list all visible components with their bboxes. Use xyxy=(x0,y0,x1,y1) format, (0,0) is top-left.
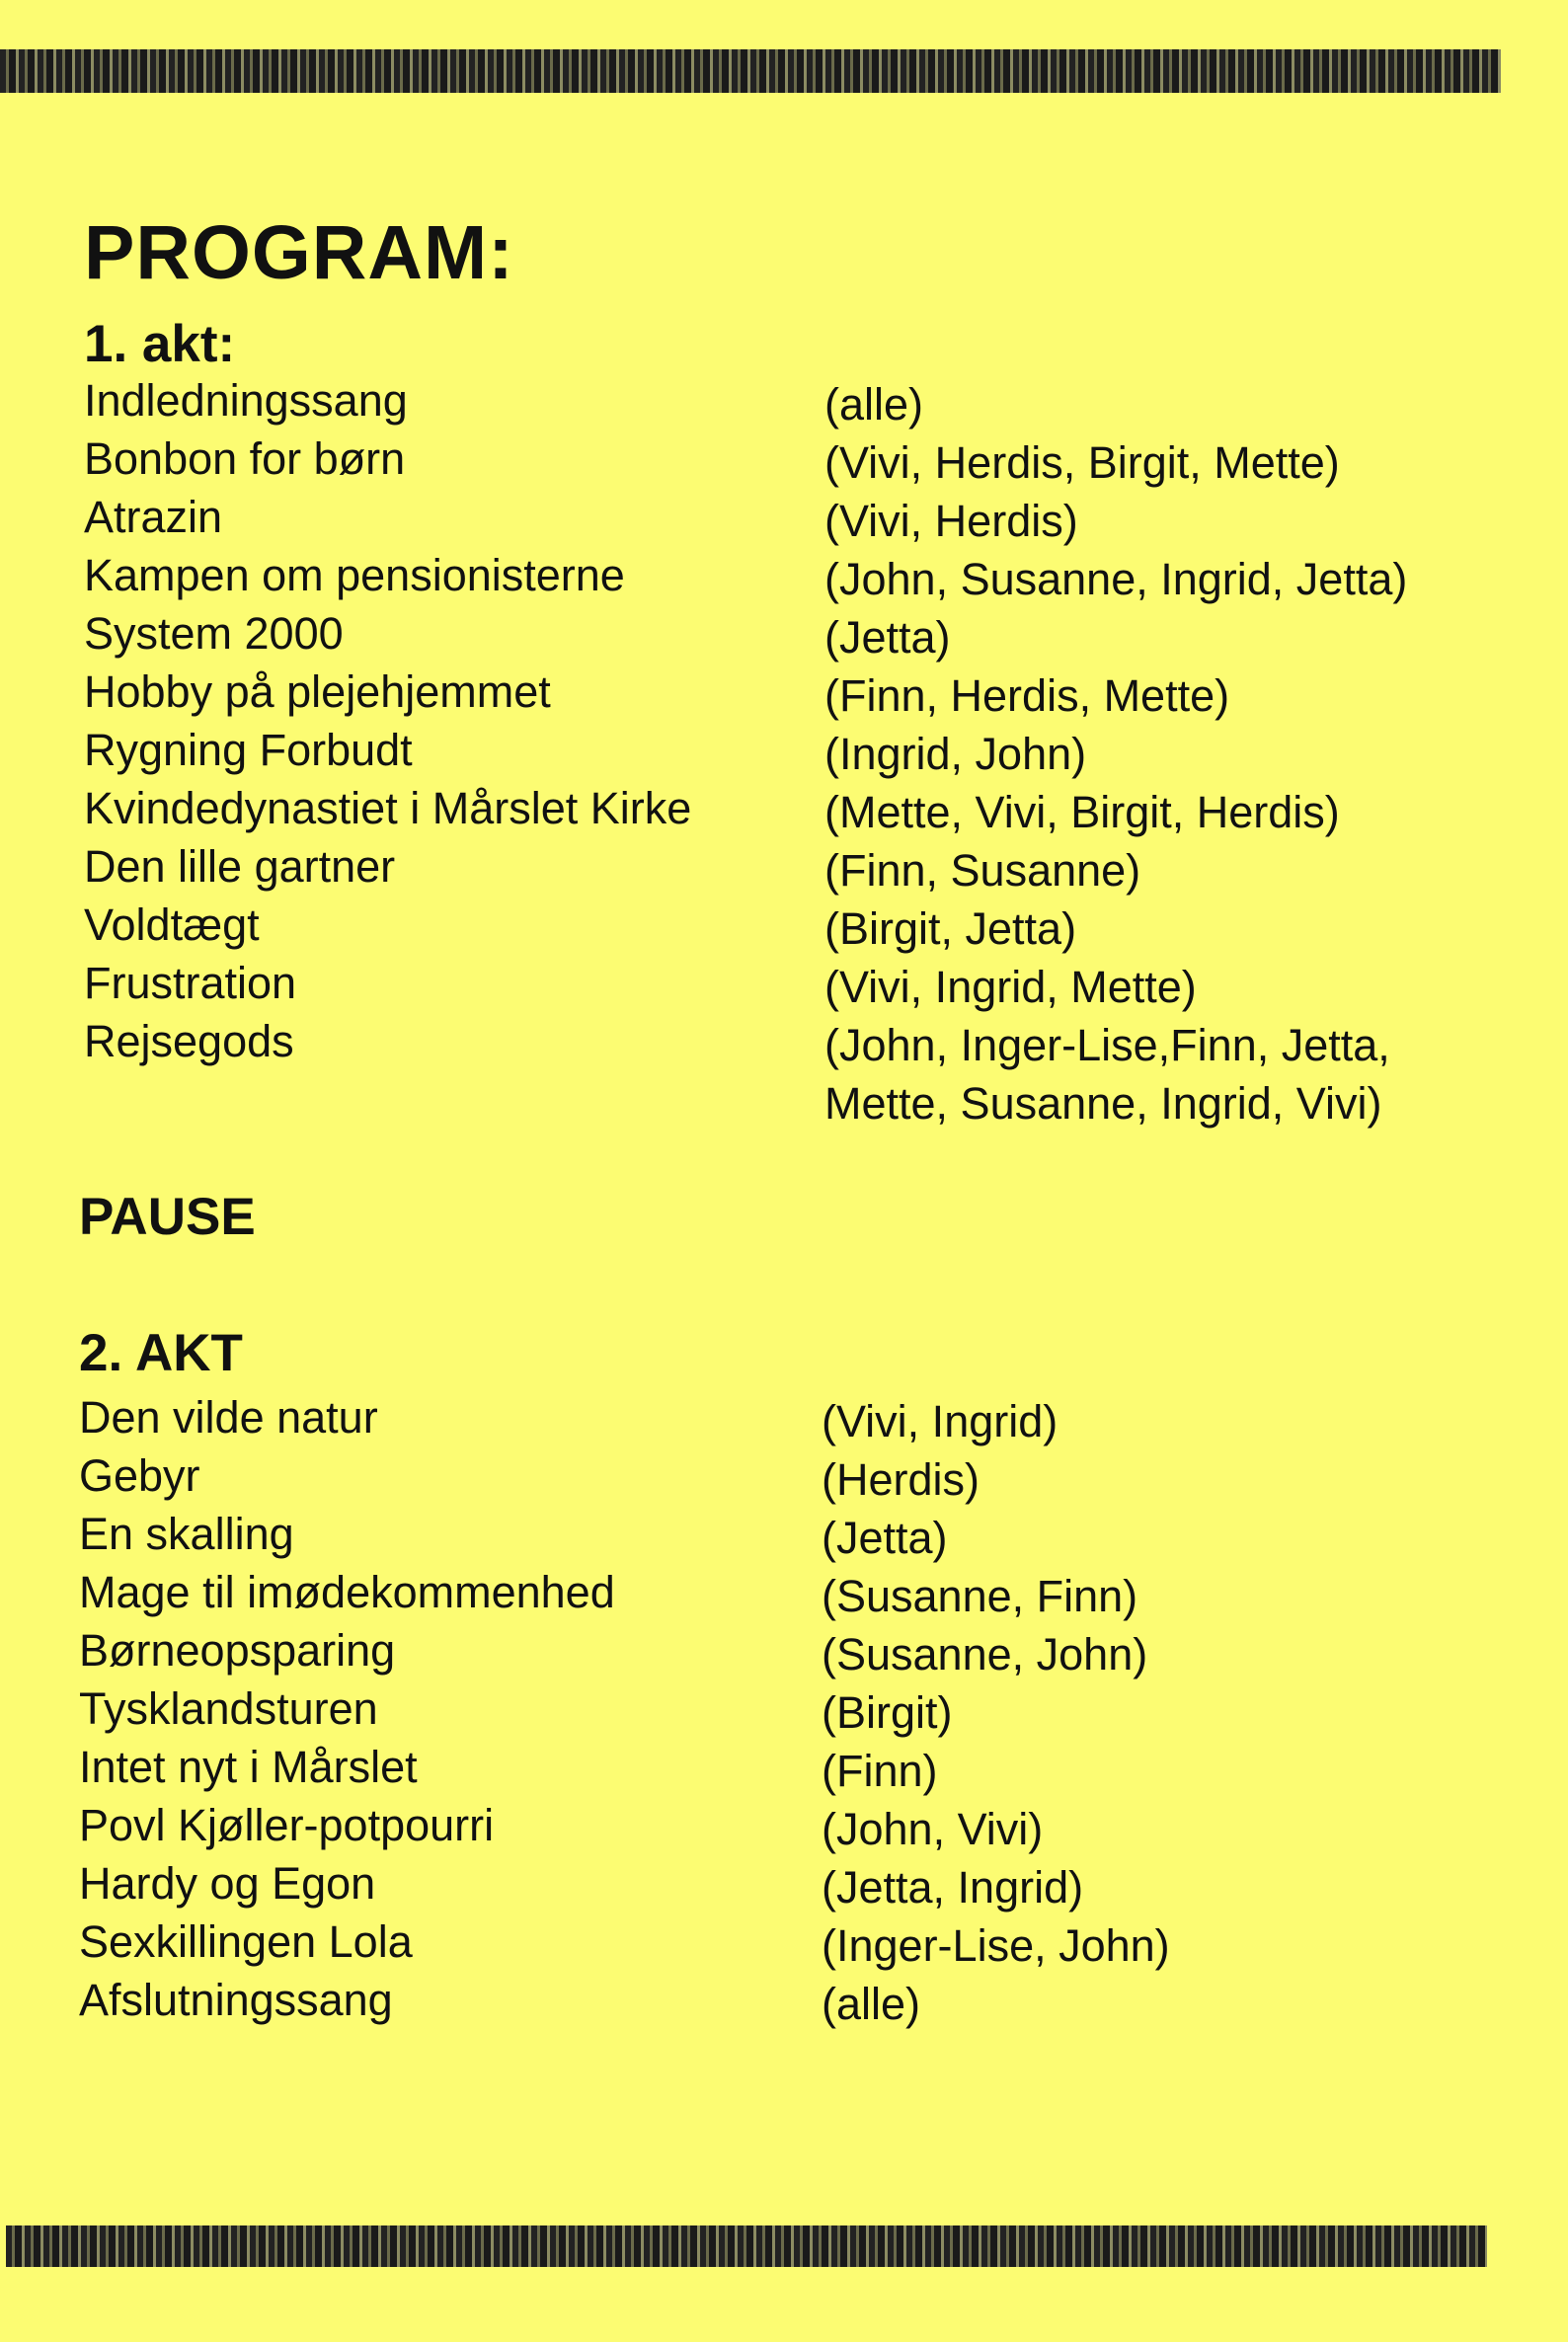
piece-title: Den lille gartner xyxy=(84,841,396,892)
piece-title: Voldtægt xyxy=(84,899,260,950)
list-item xyxy=(0,725,1568,783)
list-item xyxy=(0,608,1568,666)
list-item xyxy=(0,1800,1568,1858)
cast-list: (Vivi, Herdis, Birgit, Mette) xyxy=(824,437,1340,488)
cast-list: (Finn) xyxy=(822,1746,938,1796)
list-item xyxy=(0,1683,1568,1742)
piece-title: Intet nyt i Mårslet xyxy=(79,1742,418,1792)
cast-list: (Finn, Susanne) xyxy=(824,845,1141,896)
piece-title: Kampen om pensionisterne xyxy=(84,550,625,600)
bottom-border-band xyxy=(6,2225,1487,2267)
cast-list: (Inger-Lise, John) xyxy=(822,1920,1170,1971)
act2-heading: 2. AKT xyxy=(79,1324,243,1382)
cast-list: (John, Susanne, Ingrid, Jetta) xyxy=(824,554,1408,604)
list-item xyxy=(0,1858,1568,1916)
cast-list: (alle) xyxy=(822,1979,921,2029)
piece-title: Rejsegods xyxy=(84,1016,294,1066)
cast-list: (Birgit) xyxy=(822,1687,953,1738)
cast-list: (Jetta) xyxy=(822,1513,948,1563)
piece-title: Kvindedynastiet i Mårslet Kirke xyxy=(84,783,692,833)
piece-title: Bonbon for børn xyxy=(84,433,406,484)
piece-title: Børneopsparing xyxy=(79,1625,396,1676)
list-item xyxy=(0,958,1568,1016)
piece-title: System 2000 xyxy=(84,608,344,659)
cast-list: (Vivi, Ingrid, Mette) xyxy=(824,962,1197,1012)
piece-title: Povl Kjøller-potpourri xyxy=(79,1800,495,1850)
pause-heading: PAUSE xyxy=(79,1188,256,1246)
list-item xyxy=(0,899,1568,958)
list-item xyxy=(0,1567,1568,1625)
piece-title: Tysklandsturen xyxy=(79,1683,378,1734)
piece-title: Afslutningssang xyxy=(79,1975,393,2025)
cast-list: (John, Vivi) xyxy=(822,1804,1044,1854)
cast-list: (Vivi, Herdis) xyxy=(824,496,1078,546)
piece-title: Mage til imødekommenhed xyxy=(79,1567,615,1617)
act1-heading: 1. akt: xyxy=(84,315,236,373)
piece-title: Atrazin xyxy=(84,492,223,542)
list-item xyxy=(0,1742,1568,1800)
cast-list: (Jetta, Ingrid) xyxy=(822,1862,1084,1913)
cast-list: (Susanne, Finn) xyxy=(822,1571,1138,1621)
page-title: PROGRAM: xyxy=(84,210,514,295)
list-item xyxy=(0,666,1568,725)
cast-list: (alle) xyxy=(824,379,924,429)
piece-title: Hardy og Egon xyxy=(79,1858,376,1909)
list-item xyxy=(0,841,1568,899)
piece-title: Den vilde natur xyxy=(79,1392,378,1443)
list-item xyxy=(0,1916,1568,1975)
list-item xyxy=(0,492,1568,550)
list-item xyxy=(0,1975,1568,2033)
list-item xyxy=(0,783,1568,841)
piece-title: Hobby på plejehjemmet xyxy=(84,666,551,717)
act2-list xyxy=(0,1392,1568,2033)
list-item xyxy=(0,375,1568,433)
list-item xyxy=(0,433,1568,492)
piece-title: Sexkillingen Lola xyxy=(79,1916,413,1967)
list-item xyxy=(0,550,1568,608)
piece-title: Rygning Forbudt xyxy=(84,725,413,775)
cast-list: (John, Inger-Lise,Finn, Jetta, Mette, Susanne, Ingrid, Vivi) xyxy=(824,1020,1390,1129)
cast-list: (Jetta) xyxy=(824,612,951,663)
cast-list: (Susanne, John) xyxy=(822,1629,1148,1679)
cast-list: (Ingrid, John) xyxy=(824,729,1087,779)
list-item xyxy=(0,1392,1568,1450)
cast-list: (Vivi, Ingrid) xyxy=(822,1396,1058,1446)
piece-title: Indledningssang xyxy=(84,375,408,426)
list-item xyxy=(0,1625,1568,1683)
cast-list: (Finn, Herdis, Mette) xyxy=(824,670,1230,721)
cast-list: (Herdis) xyxy=(822,1454,980,1505)
piece-title: Gebyr xyxy=(79,1450,200,1501)
top-border-band xyxy=(0,49,1501,93)
cast-list: (Mette, Vivi, Birgit, Herdis) xyxy=(824,787,1340,837)
list-item xyxy=(0,1450,1568,1509)
piece-title: En skalling xyxy=(79,1509,294,1559)
act1-list xyxy=(0,375,1568,1129)
list-item xyxy=(0,1016,1568,1129)
list-item xyxy=(0,1509,1568,1567)
cast-list: (Birgit, Jetta) xyxy=(824,903,1077,954)
piece-title: Frustration xyxy=(84,958,297,1008)
